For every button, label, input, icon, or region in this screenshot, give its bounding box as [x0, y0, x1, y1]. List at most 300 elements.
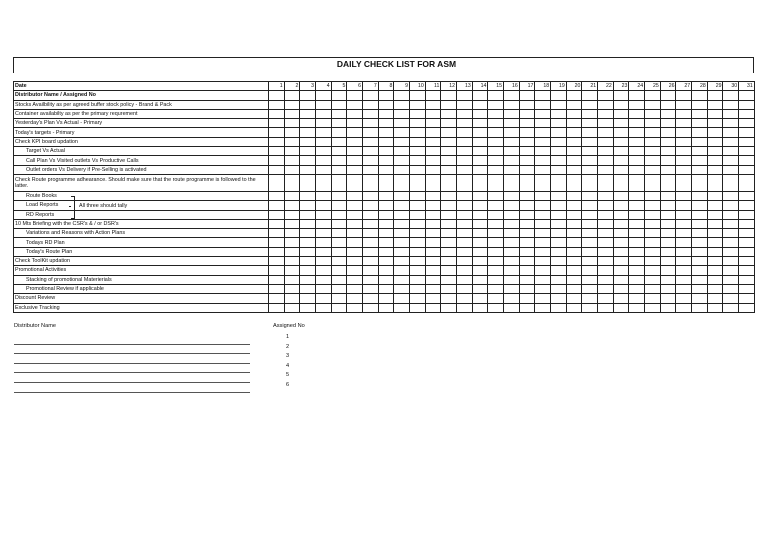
check-cell[interactable] — [284, 266, 300, 275]
check-cell[interactable] — [300, 174, 316, 191]
check-cell[interactable] — [394, 247, 410, 256]
check-cell[interactable] — [535, 275, 551, 284]
check-cell[interactable] — [316, 284, 332, 293]
check-cell[interactable] — [394, 91, 410, 100]
check-cell[interactable] — [566, 247, 582, 256]
check-cell[interactable] — [347, 201, 363, 210]
check-cell[interactable] — [613, 303, 629, 312]
check-cell[interactable] — [645, 210, 661, 219]
check-cell[interactable] — [519, 303, 535, 312]
check-cell[interactable] — [723, 284, 739, 293]
check-cell[interactable] — [519, 210, 535, 219]
check-cell[interactable] — [519, 275, 535, 284]
check-cell[interactable] — [723, 303, 739, 312]
check-cell[interactable] — [378, 266, 394, 275]
check-cell[interactable] — [551, 275, 567, 284]
check-cell[interactable] — [613, 229, 629, 238]
check-cell[interactable] — [645, 257, 661, 266]
check-cell[interactable] — [723, 219, 739, 228]
check-cell[interactable] — [378, 275, 394, 284]
check-cell[interactable] — [300, 257, 316, 266]
check-cell[interactable] — [504, 191, 520, 200]
check-cell[interactable] — [441, 100, 457, 109]
check-cell[interactable] — [441, 294, 457, 303]
check-cell[interactable] — [394, 210, 410, 219]
check-cell[interactable] — [613, 257, 629, 266]
check-cell[interactable] — [410, 247, 426, 256]
check-cell[interactable] — [316, 91, 332, 100]
check-cell[interactable] — [676, 303, 692, 312]
check-cell[interactable] — [488, 210, 504, 219]
check-cell[interactable] — [692, 165, 708, 174]
check-cell[interactable] — [394, 165, 410, 174]
check-cell[interactable] — [613, 174, 629, 191]
check-cell[interactable] — [645, 284, 661, 293]
check-cell[interactable] — [707, 257, 723, 266]
check-cell[interactable] — [676, 191, 692, 200]
check-cell[interactable] — [739, 201, 755, 210]
check-cell[interactable] — [316, 109, 332, 118]
check-cell[interactable] — [582, 128, 598, 137]
check-cell[interactable] — [676, 201, 692, 210]
check-cell[interactable] — [347, 303, 363, 312]
check-cell[interactable] — [519, 266, 535, 275]
check-cell[interactable] — [613, 156, 629, 165]
check-cell[interactable] — [598, 294, 614, 303]
check-cell[interactable] — [582, 303, 598, 312]
check-cell[interactable] — [707, 147, 723, 156]
check-cell[interactable] — [613, 147, 629, 156]
check-cell[interactable] — [739, 137, 755, 146]
check-cell[interactable] — [723, 109, 739, 118]
check-cell[interactable] — [347, 156, 363, 165]
check-cell[interactable] — [676, 210, 692, 219]
check-cell[interactable] — [410, 100, 426, 109]
check-cell[interactable] — [676, 165, 692, 174]
check-cell[interactable] — [739, 303, 755, 312]
check-cell[interactable] — [551, 100, 567, 109]
check-cell[interactable] — [660, 294, 676, 303]
check-cell[interactable] — [676, 247, 692, 256]
check-cell[interactable] — [598, 128, 614, 137]
check-cell[interactable] — [331, 229, 347, 238]
check-cell[interactable] — [660, 165, 676, 174]
check-cell[interactable] — [582, 156, 598, 165]
check-cell[interactable] — [363, 128, 379, 137]
check-cell[interactable] — [723, 174, 739, 191]
check-cell[interactable] — [660, 303, 676, 312]
check-cell[interactable] — [488, 174, 504, 191]
check-cell[interactable] — [363, 219, 379, 228]
check-cell[interactable] — [707, 156, 723, 165]
check-cell[interactable] — [457, 109, 473, 118]
check-cell[interactable] — [363, 147, 379, 156]
check-cell[interactable] — [535, 284, 551, 293]
check-cell[interactable] — [707, 238, 723, 247]
check-cell[interactable] — [707, 275, 723, 284]
check-cell[interactable] — [692, 91, 708, 100]
distributor-name-line[interactable] — [14, 364, 250, 374]
check-cell[interactable] — [316, 247, 332, 256]
check-cell[interactable] — [660, 229, 676, 238]
check-cell[interactable] — [723, 229, 739, 238]
check-cell[interactable] — [441, 275, 457, 284]
check-cell[interactable] — [566, 91, 582, 100]
check-cell[interactable] — [645, 303, 661, 312]
check-cell[interactable] — [519, 229, 535, 238]
check-cell[interactable] — [284, 229, 300, 238]
check-cell[interactable] — [300, 100, 316, 109]
check-cell[interactable] — [488, 238, 504, 247]
check-cell[interactable] — [378, 257, 394, 266]
check-cell[interactable] — [316, 128, 332, 137]
check-cell[interactable] — [707, 119, 723, 128]
check-cell[interactable] — [739, 229, 755, 238]
check-cell[interactable] — [504, 100, 520, 109]
check-cell[interactable] — [629, 91, 645, 100]
check-cell[interactable] — [378, 156, 394, 165]
check-cell[interactable] — [645, 275, 661, 284]
check-cell[interactable] — [519, 119, 535, 128]
check-cell[interactable] — [707, 174, 723, 191]
check-cell[interactable] — [723, 210, 739, 219]
check-cell[interactable] — [347, 91, 363, 100]
check-cell[interactable] — [284, 191, 300, 200]
check-cell[interactable] — [457, 174, 473, 191]
check-cell[interactable] — [441, 109, 457, 118]
check-cell[interactable] — [441, 247, 457, 256]
check-cell[interactable] — [425, 137, 441, 146]
check-cell[interactable] — [316, 147, 332, 156]
check-cell[interactable] — [629, 201, 645, 210]
check-cell[interactable] — [363, 284, 379, 293]
check-cell[interactable] — [660, 100, 676, 109]
check-cell[interactable] — [347, 247, 363, 256]
check-cell[interactable] — [284, 275, 300, 284]
check-cell[interactable] — [613, 275, 629, 284]
check-cell[interactable] — [645, 247, 661, 256]
check-cell[interactable] — [457, 137, 473, 146]
check-cell[interactable] — [472, 147, 488, 156]
check-cell[interactable] — [629, 147, 645, 156]
check-cell[interactable] — [441, 266, 457, 275]
check-cell[interactable] — [676, 266, 692, 275]
check-cell[interactable] — [300, 191, 316, 200]
check-cell[interactable] — [488, 257, 504, 266]
check-cell[interactable] — [472, 128, 488, 137]
check-cell[interactable] — [300, 294, 316, 303]
check-cell[interactable] — [504, 137, 520, 146]
check-cell[interactable] — [660, 91, 676, 100]
check-cell[interactable] — [488, 294, 504, 303]
check-cell[interactable] — [707, 294, 723, 303]
check-cell[interactable] — [613, 191, 629, 200]
check-cell[interactable] — [519, 257, 535, 266]
check-cell[interactable] — [331, 128, 347, 137]
check-cell[interactable] — [472, 109, 488, 118]
check-cell[interactable] — [363, 238, 379, 247]
check-cell[interactable] — [692, 284, 708, 293]
check-cell[interactable] — [519, 284, 535, 293]
check-cell[interactable] — [347, 238, 363, 247]
check-cell[interactable] — [347, 210, 363, 219]
check-cell[interactable] — [723, 294, 739, 303]
check-cell[interactable] — [739, 238, 755, 247]
check-cell[interactable] — [488, 165, 504, 174]
check-cell[interactable] — [331, 294, 347, 303]
check-cell[interactable] — [331, 257, 347, 266]
check-cell[interactable] — [692, 147, 708, 156]
check-cell[interactable] — [692, 219, 708, 228]
check-cell[interactable] — [331, 201, 347, 210]
check-cell[interactable] — [394, 147, 410, 156]
check-cell[interactable] — [425, 229, 441, 238]
check-cell[interactable] — [394, 109, 410, 118]
check-cell[interactable] — [629, 266, 645, 275]
check-cell[interactable] — [676, 156, 692, 165]
check-cell[interactable] — [504, 128, 520, 137]
check-cell[interactable] — [660, 119, 676, 128]
check-cell[interactable] — [331, 247, 347, 256]
distributor-name-line[interactable] — [14, 373, 250, 383]
check-cell[interactable] — [457, 266, 473, 275]
check-cell[interactable] — [582, 219, 598, 228]
check-cell[interactable] — [394, 201, 410, 210]
check-cell[interactable] — [269, 229, 285, 238]
check-cell[interactable] — [739, 294, 755, 303]
check-cell[interactable] — [519, 91, 535, 100]
check-cell[interactable] — [551, 210, 567, 219]
check-cell[interactable] — [378, 210, 394, 219]
check-cell[interactable] — [425, 156, 441, 165]
check-cell[interactable] — [535, 294, 551, 303]
check-cell[interactable] — [551, 201, 567, 210]
check-cell[interactable] — [582, 294, 598, 303]
check-cell[interactable] — [535, 201, 551, 210]
check-cell[interactable] — [425, 165, 441, 174]
check-cell[interactable] — [629, 156, 645, 165]
check-cell[interactable] — [316, 100, 332, 109]
check-cell[interactable] — [378, 191, 394, 200]
check-cell[interactable] — [504, 156, 520, 165]
check-cell[interactable] — [519, 109, 535, 118]
check-cell[interactable] — [284, 294, 300, 303]
check-cell[interactable] — [660, 147, 676, 156]
check-cell[interactable] — [363, 303, 379, 312]
check-cell[interactable] — [692, 229, 708, 238]
check-cell[interactable] — [660, 156, 676, 165]
check-cell[interactable] — [519, 294, 535, 303]
check-cell[interactable] — [566, 128, 582, 137]
check-cell[interactable] — [441, 201, 457, 210]
check-cell[interactable] — [582, 137, 598, 146]
check-cell[interactable] — [566, 210, 582, 219]
check-cell[interactable] — [613, 284, 629, 293]
check-cell[interactable] — [488, 137, 504, 146]
check-cell[interactable] — [472, 266, 488, 275]
check-cell[interactable] — [300, 137, 316, 146]
check-cell[interactable] — [660, 191, 676, 200]
check-cell[interactable] — [363, 119, 379, 128]
check-cell[interactable] — [551, 303, 567, 312]
check-cell[interactable] — [472, 257, 488, 266]
check-cell[interactable] — [723, 156, 739, 165]
check-cell[interactable] — [707, 137, 723, 146]
check-cell[interactable] — [519, 156, 535, 165]
check-cell[interactable] — [488, 247, 504, 256]
check-cell[interactable] — [676, 257, 692, 266]
check-cell[interactable] — [472, 119, 488, 128]
check-cell[interactable] — [707, 247, 723, 256]
check-cell[interactable] — [331, 91, 347, 100]
check-cell[interactable] — [692, 247, 708, 256]
check-cell[interactable] — [472, 201, 488, 210]
check-cell[interactable] — [582, 109, 598, 118]
check-cell[interactable] — [707, 284, 723, 293]
check-cell[interactable] — [692, 257, 708, 266]
check-cell[interactable] — [441, 174, 457, 191]
check-cell[interactable] — [316, 174, 332, 191]
check-cell[interactable] — [707, 91, 723, 100]
check-cell[interactable] — [472, 275, 488, 284]
check-cell[interactable] — [692, 174, 708, 191]
check-cell[interactable] — [692, 275, 708, 284]
check-cell[interactable] — [394, 229, 410, 238]
check-cell[interactable] — [723, 275, 739, 284]
check-cell[interactable] — [566, 257, 582, 266]
check-cell[interactable] — [441, 210, 457, 219]
check-cell[interactable] — [410, 174, 426, 191]
check-cell[interactable] — [739, 191, 755, 200]
check-cell[interactable] — [504, 284, 520, 293]
check-cell[interactable] — [504, 275, 520, 284]
check-cell[interactable] — [269, 210, 285, 219]
check-cell[interactable] — [551, 238, 567, 247]
check-cell[interactable] — [645, 174, 661, 191]
check-cell[interactable] — [598, 303, 614, 312]
check-cell[interactable] — [472, 191, 488, 200]
check-cell[interactable] — [284, 284, 300, 293]
check-cell[interactable] — [535, 91, 551, 100]
check-cell[interactable] — [488, 119, 504, 128]
check-cell[interactable] — [551, 128, 567, 137]
check-cell[interactable] — [519, 174, 535, 191]
check-cell[interactable] — [378, 137, 394, 146]
check-cell[interactable] — [378, 119, 394, 128]
check-cell[interactable] — [582, 100, 598, 109]
check-cell[interactable] — [284, 119, 300, 128]
check-cell[interactable] — [331, 191, 347, 200]
check-cell[interactable] — [269, 191, 285, 200]
check-cell[interactable] — [331, 303, 347, 312]
check-cell[interactable] — [692, 109, 708, 118]
check-cell[interactable] — [723, 238, 739, 247]
check-cell[interactable] — [488, 109, 504, 118]
check-cell[interactable] — [331, 238, 347, 247]
check-cell[interactable] — [723, 137, 739, 146]
check-cell[interactable] — [331, 219, 347, 228]
check-cell[interactable] — [363, 201, 379, 210]
check-cell[interactable] — [739, 284, 755, 293]
check-cell[interactable] — [723, 165, 739, 174]
check-cell[interactable] — [723, 191, 739, 200]
check-cell[interactable] — [394, 119, 410, 128]
check-cell[interactable] — [582, 91, 598, 100]
check-cell[interactable] — [284, 219, 300, 228]
check-cell[interactable] — [535, 165, 551, 174]
check-cell[interactable] — [535, 191, 551, 200]
check-cell[interactable] — [284, 247, 300, 256]
check-cell[interactable] — [347, 229, 363, 238]
check-cell[interactable] — [331, 284, 347, 293]
check-cell[interactable] — [629, 275, 645, 284]
check-cell[interactable] — [441, 137, 457, 146]
check-cell[interactable] — [676, 275, 692, 284]
distributor-name-line[interactable] — [14, 383, 250, 393]
check-cell[interactable] — [378, 100, 394, 109]
check-cell[interactable] — [645, 191, 661, 200]
check-cell[interactable] — [645, 147, 661, 156]
check-cell[interactable] — [598, 219, 614, 228]
check-cell[interactable] — [441, 165, 457, 174]
check-cell[interactable] — [723, 119, 739, 128]
check-cell[interactable] — [300, 266, 316, 275]
check-cell[interactable] — [441, 156, 457, 165]
check-cell[interactable] — [425, 219, 441, 228]
check-cell[interactable] — [488, 91, 504, 100]
check-cell[interactable] — [582, 174, 598, 191]
check-cell[interactable] — [598, 137, 614, 146]
check-cell[interactable] — [394, 303, 410, 312]
check-cell[interactable] — [582, 210, 598, 219]
check-cell[interactable] — [300, 156, 316, 165]
check-cell[interactable] — [613, 294, 629, 303]
check-cell[interactable] — [613, 119, 629, 128]
check-cell[interactable] — [551, 174, 567, 191]
check-cell[interactable] — [269, 219, 285, 228]
check-cell[interactable] — [284, 109, 300, 118]
check-cell[interactable] — [598, 109, 614, 118]
check-cell[interactable] — [613, 247, 629, 256]
check-cell[interactable] — [472, 91, 488, 100]
check-cell[interactable] — [582, 284, 598, 293]
check-cell[interactable] — [645, 109, 661, 118]
check-cell[interactable] — [410, 238, 426, 247]
check-cell[interactable] — [472, 284, 488, 293]
check-cell[interactable] — [472, 303, 488, 312]
check-cell[interactable] — [378, 147, 394, 156]
check-cell[interactable] — [535, 156, 551, 165]
check-cell[interactable] — [535, 147, 551, 156]
check-cell[interactable] — [629, 191, 645, 200]
check-cell[interactable] — [739, 266, 755, 275]
check-cell[interactable] — [551, 119, 567, 128]
check-cell[interactable] — [331, 275, 347, 284]
check-cell[interactable] — [410, 191, 426, 200]
check-cell[interactable] — [331, 119, 347, 128]
check-cell[interactable] — [504, 294, 520, 303]
check-cell[interactable] — [300, 275, 316, 284]
check-cell[interactable] — [535, 257, 551, 266]
check-cell[interactable] — [598, 201, 614, 210]
check-cell[interactable] — [347, 219, 363, 228]
check-cell[interactable] — [535, 210, 551, 219]
check-cell[interactable] — [363, 174, 379, 191]
check-cell[interactable] — [284, 165, 300, 174]
check-cell[interactable] — [707, 266, 723, 275]
check-cell[interactable] — [551, 257, 567, 266]
check-cell[interactable] — [347, 275, 363, 284]
